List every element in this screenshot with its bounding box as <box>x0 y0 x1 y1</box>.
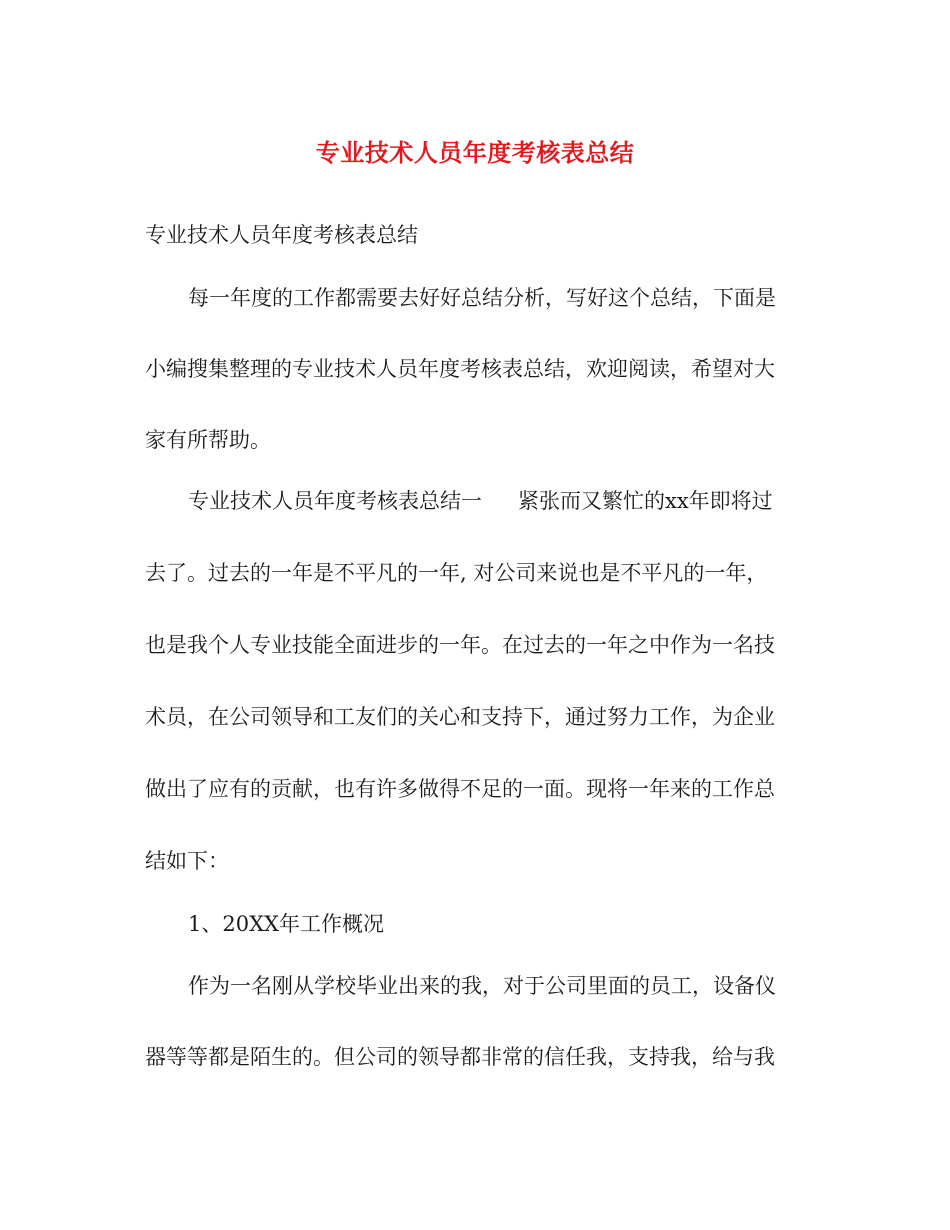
section1-line: 去了。过去的一年是不平凡的一年, 对公司来说也是不平凡的一年， <box>145 561 768 585</box>
document-subtitle: 专业技术人员年度考核表总结 <box>145 223 418 247</box>
item1-heading: 1、20XX年工作概况 <box>188 912 384 936</box>
document-title: 专业技术人员年度考核表总结 <box>315 138 635 167</box>
intro-line: 小编搜集整理的专业技术人员年度考核表总结，欢迎阅读，希望对大 <box>145 357 775 381</box>
section1-line: 术员，在公司领导和工友们的关心和支持下，通过努力工作，为企业 <box>145 705 775 729</box>
section1-first-text: 紧张而又繁忙的xx年即将过 <box>518 489 773 513</box>
section1-heading: 专业技术人员年度考核表总结一 <box>188 489 482 513</box>
item1-line: 作为一名刚从学校毕业出来的我，对于公司里面的员工，设备仪 <box>188 974 776 998</box>
item1-line: 器等等都是陌生的。但公司的领导都非常的信任我，支持我，给与我 <box>145 1045 775 1069</box>
intro-line: 家有所帮助。 <box>145 428 271 452</box>
section1-line: 结如下： <box>145 849 229 873</box>
intro-line: 每一年度的工作都需要去好好总结分析，写好这个总结，下面是 <box>188 286 776 310</box>
section1-line: 做出了应有的贡献，也有许多做得不足的一面。现将一年来的工作总 <box>145 777 775 801</box>
section1-line: 也是我个人专业技能全面进步的一年。在过去的一年之中作为一名技 <box>145 633 775 657</box>
section1-first-line <box>188 486 773 516</box>
